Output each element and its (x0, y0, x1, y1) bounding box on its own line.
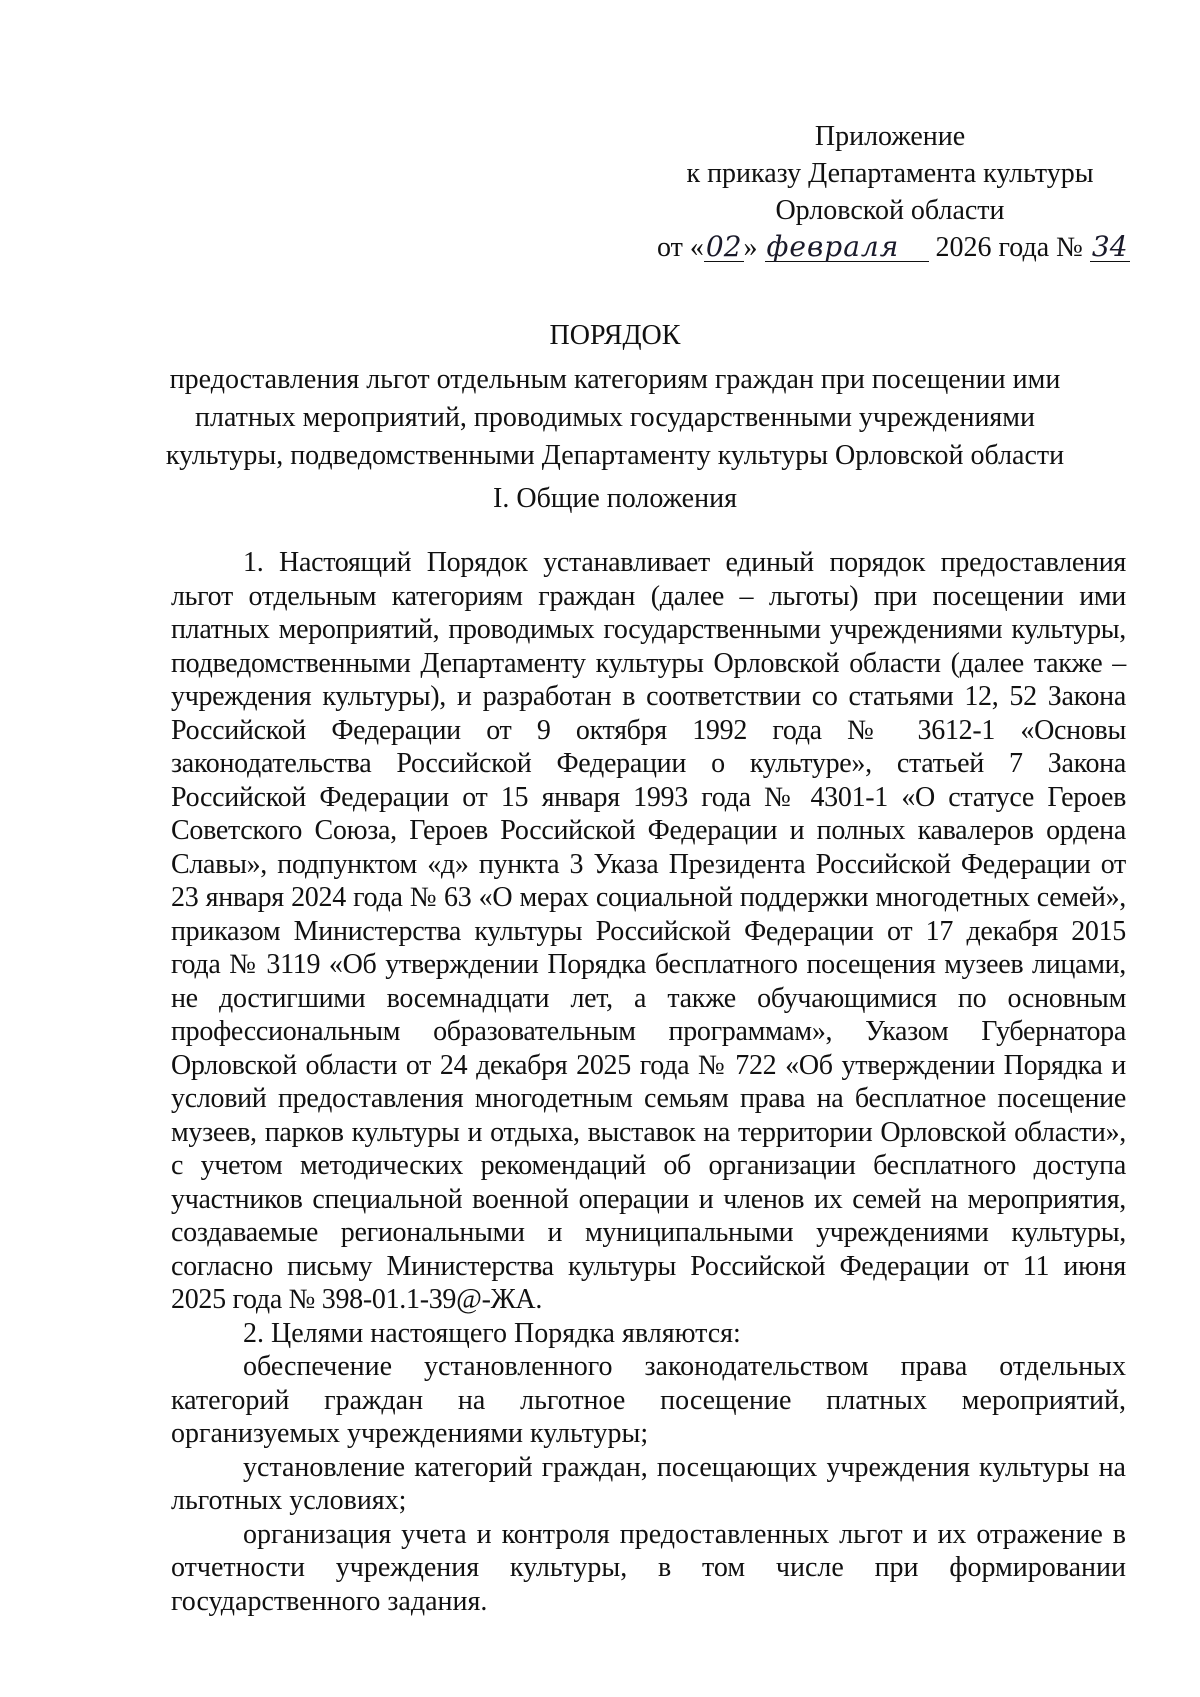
paragraph-2: 2. Целями настоящего Порядка являются: (243, 1317, 741, 1349)
paragraph-goal-1: обеспечение установленного законодательством права отдельных категорий граждан на льготное посещение платных мероприятий, организуемых учреждениями культуры; (171, 1351, 1126, 1449)
date-suffix: 2026 года № (928, 232, 1090, 263)
handwritten-order-number: 34 (1091, 230, 1128, 263)
appendix-order-ref: к приказу Департамента культуры (686, 158, 1094, 189)
paragraph-goal-2: установление категорий граждан, посещающих учреждения культуры на льготных условиях; (171, 1451, 1126, 1516)
document-title-block (150, 317, 1080, 475)
handwritten-month: февраля (765, 233, 929, 262)
document-body (171, 546, 1126, 1618)
appendix-date-line (655, 229, 1128, 266)
document-subtitle: предоставления льгот отдельным категориям граждан при посещении ими платных мероприятий, проводимых государственными учреждениями культуры, подведомственными Департаменту культуры Орловской области (165, 364, 1065, 471)
appendix-header (655, 118, 1128, 266)
date-prefix: от « (657, 232, 704, 263)
appendix-region: Орловской области (775, 195, 1005, 226)
section-heading: I. Общие положения (493, 483, 737, 514)
paragraph-1: 1. Настоящий Порядок устанавливает единый порядок предоставления льгот отдельным категориям граждан (далее – льготы) при посещении ими платных мероприятий, проводимых государственными учреждениями культуры, подведомственными Департаменту культуры Орловской области (далее также – учреждения культуры), и разработан в соответствии со статьями 12, 52 Закона Российской Федерации от 9 октября 1992 года № 3612-1 «Основы законодательства Российской Федерации о культуре», статьей 7 Закона Российской Федерации от 15 января 1993 года № 4301-1 «О статусе Героев Советского Союза, Героев Российской Федерации и полных кавалеров ордена Славы», подпунктом «д» пункта 3 Указа Президента Российской Федерации от 23 января 2024 года № 63 «О мерах социальной поддержки многодетных семей», приказом Министерства культуры Российской Федерации от 17 декабря 2015 года № 3119 «Об утверждении Порядка бесплатного посещения музеев лицами, не достигшими восемнадцати лет, а также обучающимися по основным профессиональным образовательным программам», Указом Губернатора Орловской области от 24 декабря 2025 года № 722 «Об утверждении Порядка и условий предоставления многодетным семьям права на бесплатное посещение музеев, парков культуры и отдыха, выставок на территории Орловской области», с учетом методических рекомендаций об организации бесплатного доступа участников специальной военной операции и членов их семей на мероприятия, создаваемые региональными и муниципальными учреждениями культуры, согласно письму Министерства культуры Российской Федерации от 11 июня 2025 года № 398-01.1-39@-ЖА. (171, 547, 1126, 1315)
paragraph-goal-3: организация учета и контроля предоставленных льгот и их отражение в отчетности учреждения культуры, в том числе при формировании государственного задания. (171, 1518, 1126, 1617)
document-title: ПОРЯДОК (549, 320, 681, 351)
appendix-label: Приложение (814, 121, 966, 152)
date-mid: » (743, 232, 765, 263)
handwritten-day: 02 (705, 230, 742, 263)
